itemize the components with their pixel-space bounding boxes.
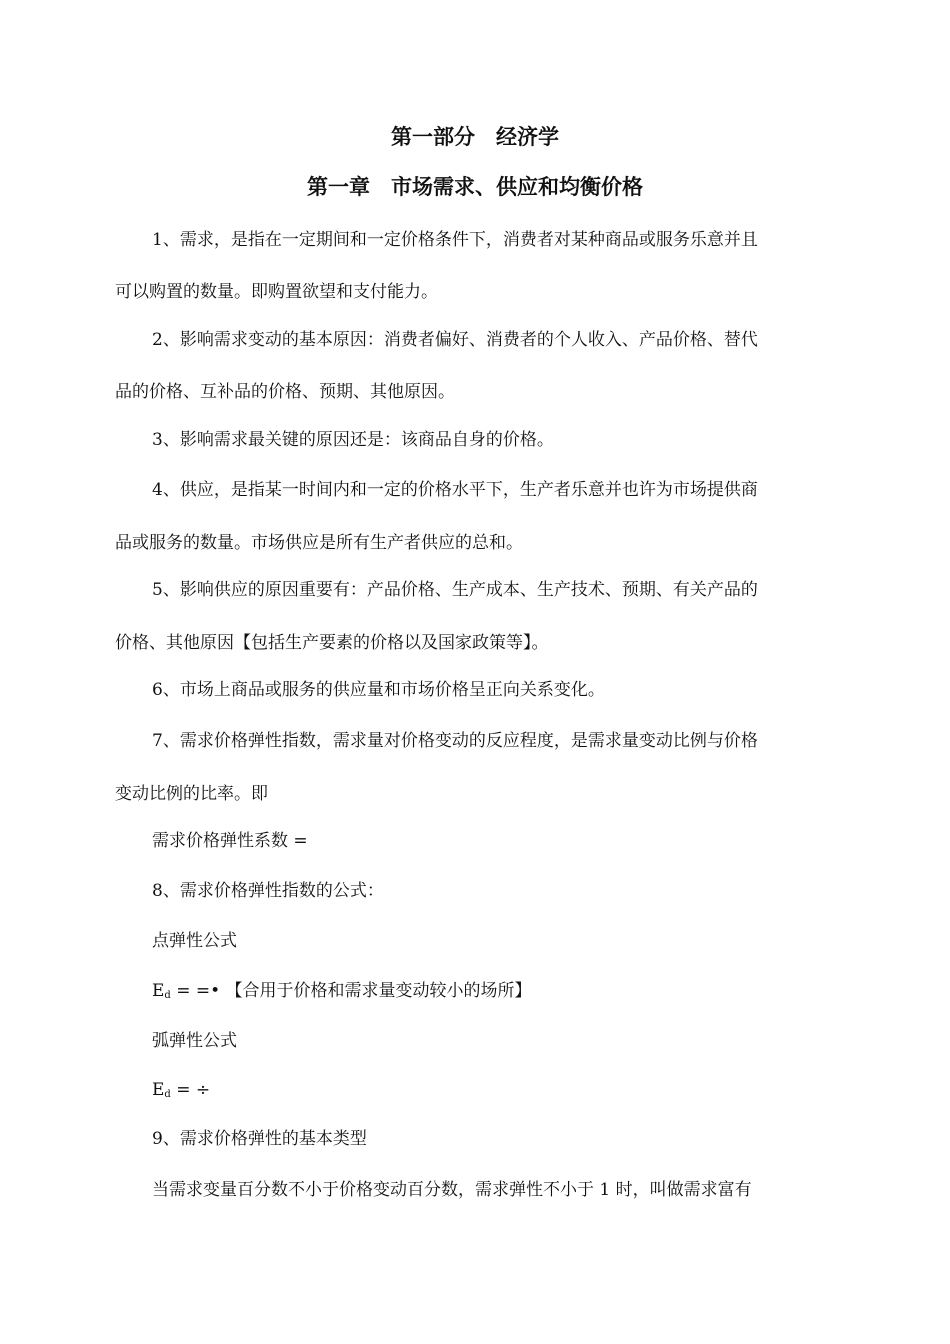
formula-subscript-d: d	[164, 990, 171, 1001]
chapter-title: 第一章 市场需求、供应和均衡价格	[307, 175, 643, 199]
paragraph-3-line-1: 3、影响需求最关键的原因还是：该商品自身的价格。	[152, 430, 554, 450]
paragraph-1-line-1: 1、需求，是指在一定期间和一定价格条件下，消费者对某种商品或服务乐意并且	[152, 230, 758, 250]
paragraph-8-line-1: 8、需求价格弹性指数的公式：	[152, 881, 384, 901]
formula-e: E	[152, 1080, 165, 1100]
arc-elasticity-formula	[152, 1078, 210, 1107]
paragraph-9-line-2: 当需求变量百分数不小于价格变动百分数，需求弹性不小于 1 时，叫做需求富有	[152, 1180, 752, 1200]
elasticity-formula-line: 需求价格弹性系数 =	[152, 831, 308, 851]
paragraph-4-line-2: 品或服务的数量。市场供应是所有生产者供应的总和。	[115, 533, 523, 553]
paragraph-1-line-2: 可以购置的数量。即购置欲望和支付能力。	[115, 282, 438, 302]
formula-subscript-d: d	[164, 1089, 171, 1100]
paragraph-2-line-2: 品的价格、互补品的价格、预期、其他原因。	[115, 382, 455, 402]
formula-e: E	[152, 981, 165, 1001]
paragraph-4-line-1: 4、供应，是指某一时间内和一定的价格水平下，生产者乐意并也许为市场提供商	[152, 480, 758, 500]
paragraph-2-line-1: 2、影响需求变动的基本原因：消费者偏好、消费者的个人收入、产品价格、替代	[152, 330, 758, 350]
part-title: 第一部分 经济学	[391, 125, 559, 149]
paragraph-5-line-2: 价格、其他原因【包括生产要素的价格以及国家政策等】。	[115, 633, 549, 653]
paragraph-7-line-1: 7、需求价格弹性指数，需求量对价格变动的反应程度，是需求量变动比例与价格	[152, 731, 758, 751]
paragraph-7-line-2: 变动比例的比率。即	[115, 784, 268, 804]
point-elasticity-formula	[152, 979, 532, 1008]
formula-rest: = =• 【合用于价格和需求量变动较小的场所】	[170, 981, 532, 1001]
paragraph-9-line-1: 9、需求价格弹性的基本类型	[152, 1129, 367, 1149]
formula-rest: = ÷	[170, 1080, 211, 1100]
paragraph-6-line-1: 6、市场上商品或服务的供应量和市场价格呈正向关系变化。	[152, 680, 605, 700]
arc-elasticity-label: 弧弹性公式	[152, 1031, 237, 1051]
point-elasticity-label: 点弹性公式	[152, 931, 237, 951]
paragraph-5-line-1: 5、影响供应的原因重要有：产品价格、生产成本、生产技术、预期、有关产品的	[152, 580, 758, 600]
